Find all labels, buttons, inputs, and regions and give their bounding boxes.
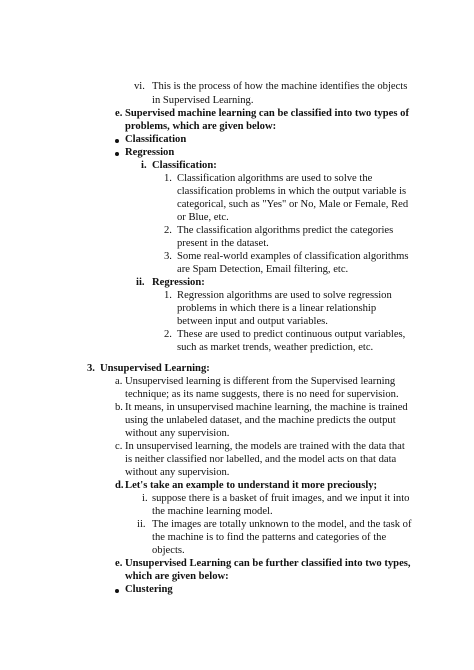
list-marker: e.	[115, 558, 123, 569]
text-line: Unsupervised learning is different from the Supervised learning	[125, 376, 396, 387]
bullet-icon	[115, 589, 119, 593]
list-marker: ii.	[136, 277, 145, 288]
text-line: Classification algorithms are used to solve the	[177, 173, 373, 184]
list-marker: 1.	[164, 290, 172, 301]
list-marker: 1.	[164, 173, 172, 184]
text-line: the machine learning model.	[152, 506, 273, 517]
section-heading: Unsupervised Learning can be further classified into two types,	[125, 558, 411, 569]
text-line: are Spam Detection, Email filtering, etc.	[177, 264, 349, 275]
section-heading: Unsupervised Learning:	[100, 363, 210, 374]
list-marker: vi.	[134, 81, 145, 92]
text-line: suppose there is a basket of fruit images, and we input it into	[152, 493, 410, 504]
text-line: objects.	[152, 545, 185, 556]
text-line: The images are totally unknown to the model, and the task of	[152, 519, 412, 530]
bullet-item: Regression	[125, 147, 175, 158]
list-marker: i.	[142, 493, 148, 504]
text-line: using the unlabeled dataset, and the machine predicts the output	[125, 415, 396, 426]
list-marker: 2.	[164, 225, 172, 236]
text-line: categorical, such as "Yes" or No, Male or Female, Red	[177, 199, 409, 210]
list-marker: b.	[115, 402, 123, 413]
bullet-icon	[115, 152, 119, 156]
list-marker: i.	[141, 160, 147, 171]
subheading: Regression:	[152, 277, 205, 288]
text-line: problems in which there is a linear relationship	[177, 303, 377, 314]
text-line: Some real-world examples of classification algorithms	[177, 251, 409, 262]
text-line: present in the dataset.	[177, 238, 269, 249]
text-line: technique; as its name suggests, there is no need for supervision.	[125, 389, 399, 400]
text-line: in Supervised Learning.	[152, 95, 254, 106]
text-line: It means, in unsupervised machine learning, the machine is trained	[125, 402, 408, 413]
section-heading: which are given below:	[125, 571, 229, 582]
text-line: between input and output variables.	[177, 316, 328, 327]
bullet-icon	[115, 139, 119, 143]
text-line: These are used to predict continuous output variables,	[177, 329, 406, 340]
bullet-item: Classification	[125, 134, 187, 145]
text-line: or Blue, etc.	[177, 212, 229, 223]
text-line: without any supervision.	[125, 428, 230, 439]
text-line: is neither classified nor labelled, and the model acts on that data	[125, 454, 397, 465]
text-line: the machine is to find the patterns and categories of the	[152, 532, 387, 543]
text-line: classification problems in which the output variable is	[177, 186, 407, 197]
list-marker: ii.	[137, 519, 146, 530]
bullet-item: Clustering	[125, 584, 173, 595]
subheading: Let's take an example to understand it more preciously;	[125, 480, 378, 491]
list-marker: 2.	[164, 329, 172, 340]
text-line: without any supervision.	[125, 467, 230, 478]
subheading: Classification:	[152, 160, 217, 171]
list-marker: 3.	[164, 251, 172, 262]
list-marker: d.	[115, 480, 124, 491]
text-line: This is the process of how the machine identifies the objects	[152, 81, 408, 92]
section-heading: problems, which are given below:	[125, 121, 277, 132]
section-heading: Supervised machine learning can be classified into two types of	[125, 108, 409, 119]
text-line: Regression algorithms are used to solve regression	[177, 290, 392, 301]
text-line: In unsupervised learning, the models are trained with the data that	[125, 441, 405, 452]
text-line: such as market trends, weather prediction, etc.	[177, 342, 374, 353]
list-marker: 3.	[87, 363, 95, 374]
list-marker: c.	[115, 441, 123, 452]
text-line: The classification algorithms predict the categories	[177, 225, 394, 236]
list-marker: a.	[115, 376, 123, 387]
list-marker: e.	[115, 108, 123, 119]
